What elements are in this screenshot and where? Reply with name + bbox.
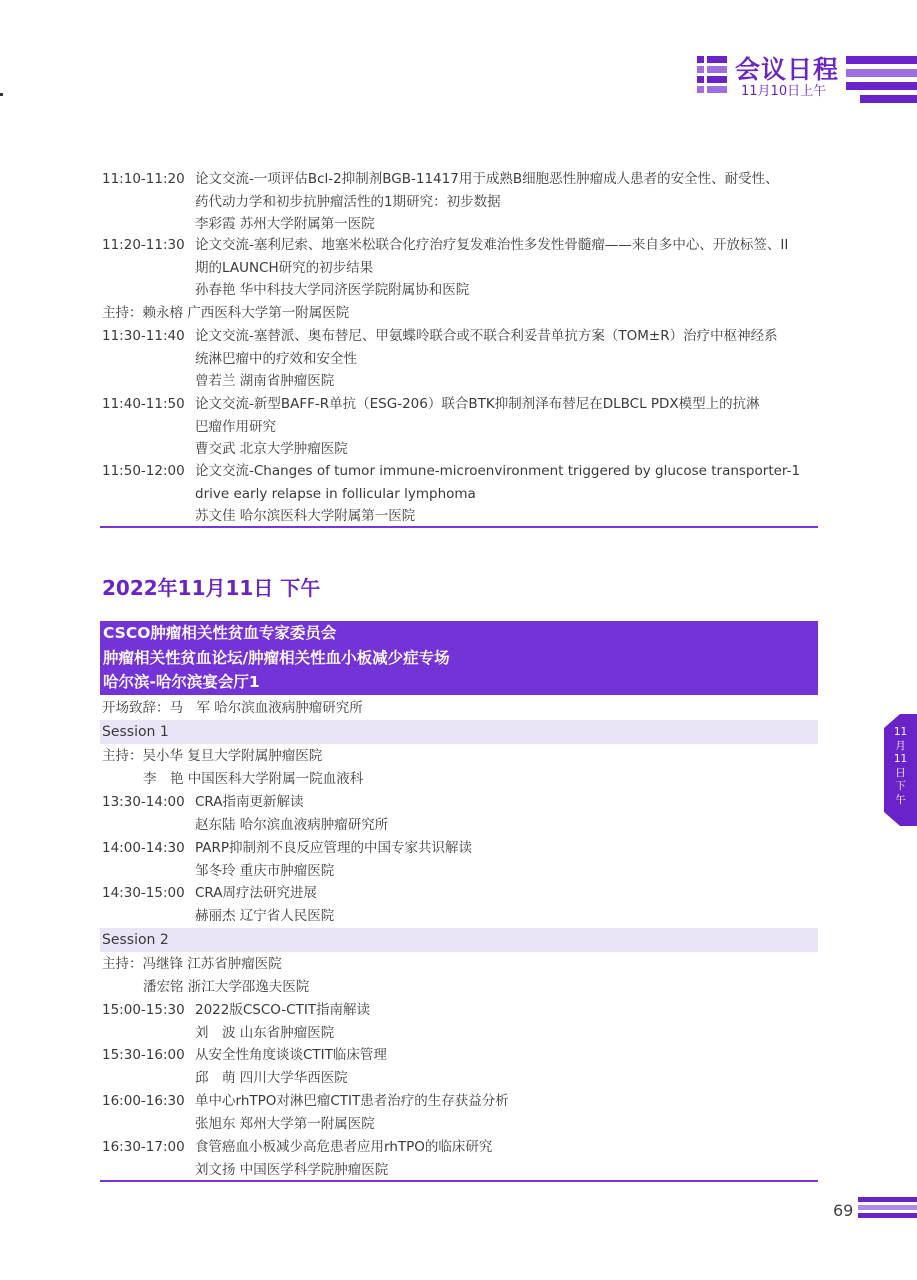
- entry-time: 15:00-15:30: [102, 1002, 185, 1018]
- entry-speaker: 孙春艳 华中科技大学同济医学院附属协和医院: [195, 282, 470, 298]
- side-tab-char: 日: [895, 766, 906, 779]
- host-text: 主持：赖永榕 广西医科大学第一附属医院: [102, 305, 350, 321]
- entry-time: 11:10-11:20: [102, 171, 185, 187]
- session-1-hosts: [102, 745, 822, 790]
- entry-speaker: 张旭东 郑州大学第一附属医院: [195, 1115, 375, 1132]
- session-banner: [100, 621, 818, 695]
- entry-title: 单中心rhTPO对淋巴瘤CTIT患者治疗的生存获益分析: [195, 1093, 509, 1109]
- date-heading: 2022年11月11日 下午: [102, 576, 321, 600]
- header-decoration-bars: [846, 56, 917, 108]
- divider: [100, 526, 818, 528]
- host-line: [102, 302, 822, 325]
- opening-text: 开场致辞：马 军 哈尔滨血液病肿瘤研究所: [102, 700, 363, 716]
- session-2-hosts: [102, 953, 822, 998]
- entry-time: 11:20-11:30: [102, 237, 185, 253]
- entry-time: 11:50-12:00: [102, 463, 185, 479]
- entry-title-line: 论文交流-Changes of tumor immune-microenvironment triggered by glucose transporter-1: [195, 463, 801, 479]
- entry-title: 食管癌血小板减少高危患者应用rhTPO的临床研究: [195, 1139, 493, 1155]
- entry-time: 14:00-14:30: [102, 840, 185, 856]
- entry-title-line: 论文交流-一项评估Bcl-2抑制剂BGB-11417用于成熟B细胞恶性肿瘤成人患者的安全性、耐受性、: [195, 171, 779, 187]
- banner-committee: CSCO肿瘤相关性贫血专家委员会: [103, 624, 337, 642]
- entry-time: 11:40-11:50: [102, 396, 185, 412]
- entry-speaker: 苏文佳 哈尔滨医科大学附属第一医院: [195, 508, 416, 524]
- entry-speaker: 李彩霞 苏州大学附属第一医院: [195, 216, 375, 232]
- entry-speaker: 邱 萌 四川大学华西医院: [195, 1069, 348, 1086]
- side-tab-char: 11: [893, 753, 908, 765]
- entry-title: CRA指南更新解读: [195, 794, 304, 810]
- banner-forum: 肿瘤相关性贫血论坛/肿瘤相关性血小板减少症专场: [103, 648, 450, 667]
- entry-title-line: 巴瘤作用研究: [195, 418, 276, 435]
- banner-venue: 哈尔滨-哈尔滨宴会厅1: [103, 673, 260, 691]
- side-tab-char: 11: [893, 726, 908, 738]
- entry-time: 16:30-17:00: [102, 1139, 185, 1155]
- schedule-icon: [697, 56, 727, 98]
- entry-time: 13:30-14:00: [102, 794, 185, 810]
- entry-speaker: 曹交武 北京大学肿瘤医院: [195, 441, 348, 457]
- entry-title-line: 论文交流-塞利尼索、地塞米松联合化疗治疗复发难治性多发性骨髓瘤——来自多中心、开放标签、II: [195, 237, 789, 253]
- host-text: 主持：冯继锋 江苏省肿瘤医院: [102, 956, 282, 972]
- entry-title: 2022版CSCO-CTIT指南解读: [195, 1002, 371, 1018]
- side-tab-label: [884, 726, 917, 807]
- entry-title-line: 期的LAUNCH研究的初步结果: [195, 259, 374, 276]
- entry-time: 15:30-16:00: [102, 1047, 185, 1063]
- entry-speaker: 曾若兰 湖南省肿瘤医院: [195, 373, 335, 389]
- entry-time: 11:30-11:40: [102, 328, 185, 344]
- session-2-header: [100, 928, 818, 952]
- entry-time: 14:30-15:00: [102, 885, 185, 901]
- entry-title-line: 药代动力学和初步抗肿瘤活性的1期研究：初步数据: [195, 193, 501, 210]
- entry-speaker: 刘 波 山东省肿瘤医院: [195, 1024, 335, 1041]
- entry-title-line: 论文交流-新型BAFF-R单抗（ESG-206）联合BTK抑制剂泽布替尼在DLBCL PDX模型上的抗淋: [195, 396, 760, 412]
- footer-decoration-bars: [858, 1197, 917, 1221]
- page-number: 69: [833, 1201, 854, 1220]
- host-text: 潘宏铭 浙江大学邵逸夫医院: [143, 978, 310, 995]
- entry-time: 16:00-16:30: [102, 1093, 185, 1109]
- session-1-header: [100, 720, 818, 744]
- entry-speaker: 赫丽杰 辽宁省人民医院: [195, 907, 335, 924]
- opening-remarks: [102, 697, 822, 720]
- entry-speaker: 刘文扬 中国医学科学院肿瘤医院: [195, 1161, 389, 1178]
- section-title: 会议日程: [735, 55, 840, 84]
- entry-title-line: 统淋巴瘤中的疗效和安全性: [195, 350, 357, 367]
- side-tab-char: 午: [895, 793, 906, 806]
- entry-title-line: 论文交流-塞替派、奥布替尼、甲氨蝶呤联合或不联合利妥昔单抗方案（TOM±R）治疗中枢神经系: [195, 328, 778, 344]
- entry-speaker: 赵东陆 哈尔滨血液病肿瘤研究所: [195, 816, 389, 833]
- side-tab-char: 月: [895, 739, 906, 752]
- host-text: 主持：吴小华 复旦大学附属肿瘤医院: [102, 748, 323, 764]
- host-text: 李 艳 中国医科大学附属一院血液科: [143, 770, 364, 787]
- entry-title: CRA周疗法研究进展: [195, 885, 317, 901]
- side-tab-char: 下: [895, 780, 906, 792]
- divider: [100, 1180, 818, 1182]
- entry-title-line: drive early relapse in follicular lymphoma: [195, 485, 476, 502]
- section-subtitle: 11月10日上午: [741, 84, 827, 99]
- entry-title: PARP抑制剂不良反应管理的中国专家共识解读: [195, 840, 473, 856]
- margin-mark: [0, 93, 3, 96]
- session-label: Session 2: [102, 932, 169, 948]
- entry-title: 从安全性角度谈谈CTIT临床管理: [195, 1047, 387, 1063]
- session-label: Session 1: [102, 724, 169, 740]
- entry-speaker: 邹冬玲 重庆市肿瘤医院: [195, 862, 335, 879]
